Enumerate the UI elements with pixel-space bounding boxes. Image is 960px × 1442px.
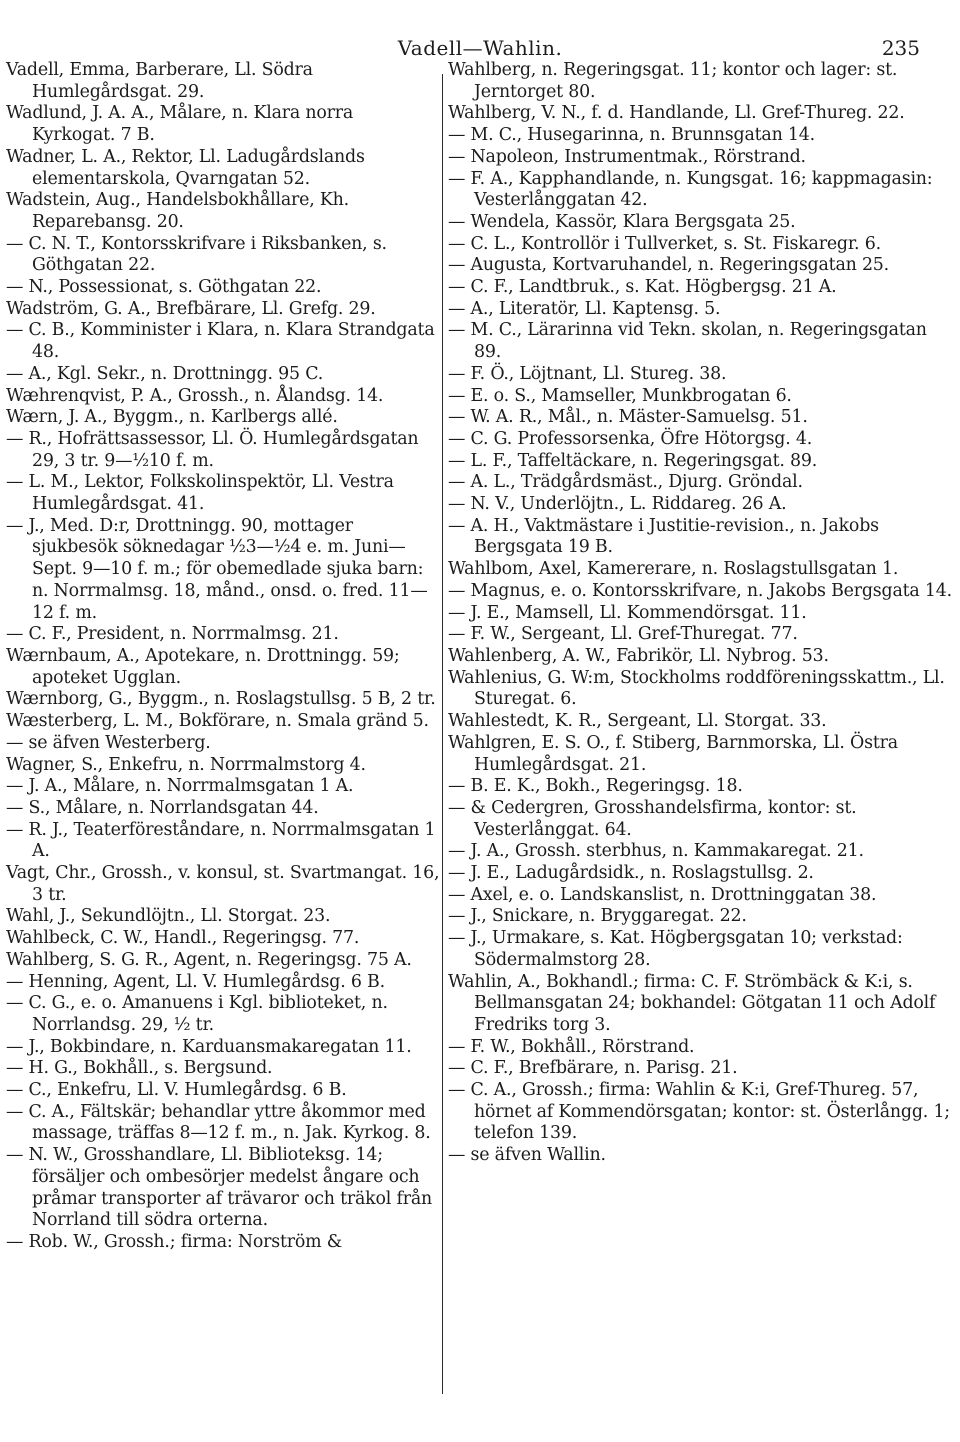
directory-entry: Wahlberg, S. G. R., Agent, n. Regeringsg. 75 A. <box>6 949 412 970</box>
directory-entry: Wærn, J. A., Byggm., n. Karlbergs allé. <box>6 407 338 428</box>
directory-entry: — & Cedergren, Grosshandelsfirma, kontor: st. Vesterlånggat. 64. <box>448 797 857 840</box>
directory-entry: — R., Hofrättsassessor, Ll. Ö. Humlegårdsgatan 29, 3 tr. 9—½10 f. m. <box>6 428 419 471</box>
directory-entry: Wahlenberg, A. W., Fabrikör, Ll. Nybrog. 53. <box>448 645 829 666</box>
directory-entry: Wærnborg, G., Byggm., n. Roslagstullsg. 5 B, 2 tr. <box>6 689 436 710</box>
directory-entry: — J. E., Ladugårdsidk., n. Roslagstullsg. 2. <box>448 863 814 884</box>
directory-entry: Wadstein, Aug., Handelsbokhållare, Kh. Reparebansg. 20. <box>6 190 349 232</box>
directory-entry: — W. A. R., Mål., n. Mäster-Samuelsg. 51. <box>448 407 808 428</box>
directory-entry: — J., Bokbindare, n. Karduansmakaregatan 11. <box>6 1036 412 1057</box>
directory-entry: — C., Enkefru, Ll. V. Humlegårdsg. 6 B. <box>6 1080 347 1101</box>
directory-entry: — F. W., Sergeant, Ll. Gref-Thuregat. 77. <box>448 624 798 645</box>
directory-entry: — A., Literatör, Ll. Kaptensg. 5. <box>448 298 721 319</box>
directory-entry: — R. J., Teaterföreståndare, n. Norrmalmsgatan 1 A. <box>6 819 436 862</box>
directory-entry: — J., Med. D:r, Drottningg. 90, mottager sjukbesök söknedagar ½3—½4 e. m. Juni—Sept. 9—10 f. m.; för obemedlade sjuka barn: n. Norrmalmsg. 18, månd., onsd. o. fred. 11—12 f. m. <box>6 515 428 623</box>
directory-entry: — Henning, Agent, Ll. V. Humlegårdsg. 6 B. <box>6 971 385 992</box>
directory-entry: — Augusta, Kortvaruhandel, n. Regeringsgatan 25. <box>448 255 890 276</box>
directory-entry: Wadner, L. A., Rektor, Ll. Ladugårdslands elementarskola, Qvarngatan 52. <box>6 146 365 189</box>
directory-entry: — C. B., Komminister i Klara, n. Klara Strandgata 48. <box>6 320 435 363</box>
page-number: 235 <box>881 36 920 60</box>
directory-entry: — Wendela, Kassör, Klara Bergsgata 25. <box>448 211 796 232</box>
directory-entry: — N. W., Grosshandlare, Ll. Biblioteksg. 14; försäljer och ombesörjer medelst ångare och pråmar transporter af trävaror och träkol från Norrland till södra orterna. <box>6 1145 432 1231</box>
directory-entry: — J. A., Grossh. sterbhus, n. Kammakaregat. 21. <box>448 841 864 862</box>
left-column <box>6 60 440 1254</box>
directory-entry: — H. G., Bokhåll., s. Bergsund. <box>6 1058 273 1079</box>
directory-entry: — Rob. W., Grossh.; firma: Norström & <box>6 1231 343 1252</box>
directory-entry: — C. A., Fältskär; behandlar yttre åkommor med massage, träffas 8—12 f. m., n. Jak. Kyrkog. 8. <box>6 1101 431 1144</box>
directory-entry: Wahlin, A., Bokhandl.; firma: C. F. Strömbäck & K:i, s. Bellmansgatan 24; bokhandel: Götgatan 11 och Adolf Fredriks torg 3. <box>448 971 936 1035</box>
directory-entry: — C. N. T., Kontorsskrifvare i Riksbanken, s. Göthgatan 22. <box>6 233 387 276</box>
directory-entry: Wagner, S., Enkefru, n. Norrmalmstorg 4. <box>6 754 366 775</box>
directory-entry: Wahlbeck, C. W., Handl., Regeringsg. 77. <box>6 928 360 949</box>
directory-entry: — Axel, e. o. Landskanslist, n. Drottninggatan 38. <box>448 884 877 905</box>
directory-entry: Wahlestedt, K. R., Sergeant, Ll. Storgat. 33. <box>448 711 827 732</box>
directory-entry: — C. F., President, n. Norrmalmsg. 21. <box>6 624 339 645</box>
directory-entry: — M. C., Husegarinna, n. Brunnsgatan 14. <box>448 125 815 146</box>
directory-entry: — C. F., Brefbärare, n. Parisg. 21. <box>448 1058 738 1079</box>
directory-entry: — C. G. Professorsenka, Öfre Hötorgsg. 4. <box>448 428 813 449</box>
directory-entry: — A. H., Vaktmästare i Justitie-revision., n. Jakobs Bergsgata 19 B. <box>448 515 879 558</box>
directory-entry: — E. o. S., Mamseller, Munkbrogatan 6. <box>448 385 792 406</box>
directory-entry: — Magnus, e. o. Kontorsskrifvare, n. Jakobs Bergsgata 14. <box>448 580 952 601</box>
directory-entry: — N., Possessionat, s. Göthgatan 22. <box>6 277 322 298</box>
directory-entry: Wahlberg, n. Regeringsgat. 11; kontor och lager: st. Jerntorget 80. <box>448 60 898 102</box>
directory-entry: Vagt, Chr., Grossh., v. konsul, st. Svartmangat. 16, 3 tr. <box>6 863 440 905</box>
directory-entry: — C. G., e. o. Amanuens i Kgl. biblioteket, n. Norrlandsg. 29, ½ tr. <box>6 993 388 1035</box>
directory-entry: — A., Kgl. Sekr., n. Drottningg. 95 C. <box>6 363 324 384</box>
directory-entry: — L. M., Lektor, Folkskolinspektör, Ll. Vestra Humlegårdsgat. 41. <box>6 472 394 515</box>
directory-entry: — Napoleon, Instrumentmak., Rörstrand. <box>448 146 806 167</box>
directory-entry: — F. W., Bokhåll., Rörstrand. <box>448 1036 695 1057</box>
directory-entry: Wahl, J., Sekundlöjtn., Ll. Storgat. 23. <box>6 906 331 927</box>
directory-entry: Wahlenius, G. W:m, Stockholms roddföreningsskattm., Ll. Sturegat. 6. <box>448 667 945 710</box>
running-title: Vadell—Wahlin. <box>397 36 563 60</box>
directory-entry: — S., Målare, n. Norrlandsgatan 44. <box>6 797 319 818</box>
directory-entry: — J. E., Mamsell, Ll. Kommendörsgat. 11. <box>448 602 807 623</box>
directory-entry: Wadström, G. A., Brefbärare, Ll. Grefg. 29. <box>6 298 376 319</box>
directory-entry: — J., Urmakare, s. Kat. Högbergsgatan 10; verkstad: Södermalmstorg 28. <box>448 928 903 970</box>
directory-entry: Wærnbaum, A., Apotekare, n. Drottningg. 59; apoteket Ugglan. <box>6 645 400 688</box>
directory-entry: — A. L., Trädgårdsmäst., Djurg. Gröndal. <box>448 472 803 493</box>
directory-entry: — C. A., Grossh.; firma: Wahlin & K:i, Gref-Thureg. 57, hörnet af Kommendörsgatan; kontor: st. Österlångg. 1; telefon 139. <box>448 1080 950 1144</box>
directory-entry: — se äfven Wallin. <box>448 1145 606 1166</box>
column-divider <box>442 74 443 1394</box>
right-column <box>448 60 956 1167</box>
directory-entry: Vadell, Emma, Barberare, Ll. Södra Humlegårdsgat. 29. <box>6 60 313 102</box>
directory-entry: — se äfven Westerberg. <box>6 732 211 753</box>
directory-entry: Wahlgren, E. S. O., f. Stiberg, Barnmorska, Ll. Östra Humlegårdsgat. 21. <box>448 732 898 775</box>
directory-entry: — C. F., Landtbruk., s. Kat. Högbergsg. 21 A. <box>448 277 837 298</box>
directory-entry: Wæhrenqvist, P. A., Grossh., n. Ålandsg. 14. <box>6 385 384 406</box>
directory-entry: — F. A., Kapphandlande, n. Kungsgat. 16; kappmagasin: Vesterlånggatan 42. <box>448 168 933 211</box>
directory-entry: Wahlberg, V. N., f. d. Handlande, Ll. Gref-Thureg. 22. <box>448 103 905 124</box>
directory-entry: — B. E. K., Bokh., Regeringsg. 18. <box>448 776 743 797</box>
directory-entry: Wæsterberg, L. M., Bokförare, n. Smala gränd 5. <box>6 711 429 732</box>
directory-entry: — L. F., Taffeltäckare, n. Regeringsgat. 89. <box>448 450 818 471</box>
directory-entry: — C. L., Kontrollör i Tullverket, s. St. Fiskaregr. 6. <box>448 233 881 254</box>
directory-entry: Wadlund, J. A. A., Målare, n. Klara norra Kyrkogat. 7 B. <box>6 103 354 146</box>
directory-entry: — J. A., Målare, n. Norrmalmsgatan 1 A. <box>6 776 354 797</box>
directory-entry: Wahlbom, Axel, Kamererare, n. Roslagstullsgatan 1. <box>448 559 899 580</box>
directory-entry: — F. Ö., Löjtnant, Ll. Stureg. 38. <box>448 363 727 384</box>
directory-entry: — M. C., Lärarinna vid Tekn. skolan, n. Regeringsgatan 89. <box>448 320 927 363</box>
directory-entry: — J., Snickare, n. Bryggaregat. 22. <box>448 906 747 927</box>
directory-entry: — N. V., Underlöjtn., L. Riddareg. 26 A. <box>448 494 787 515</box>
